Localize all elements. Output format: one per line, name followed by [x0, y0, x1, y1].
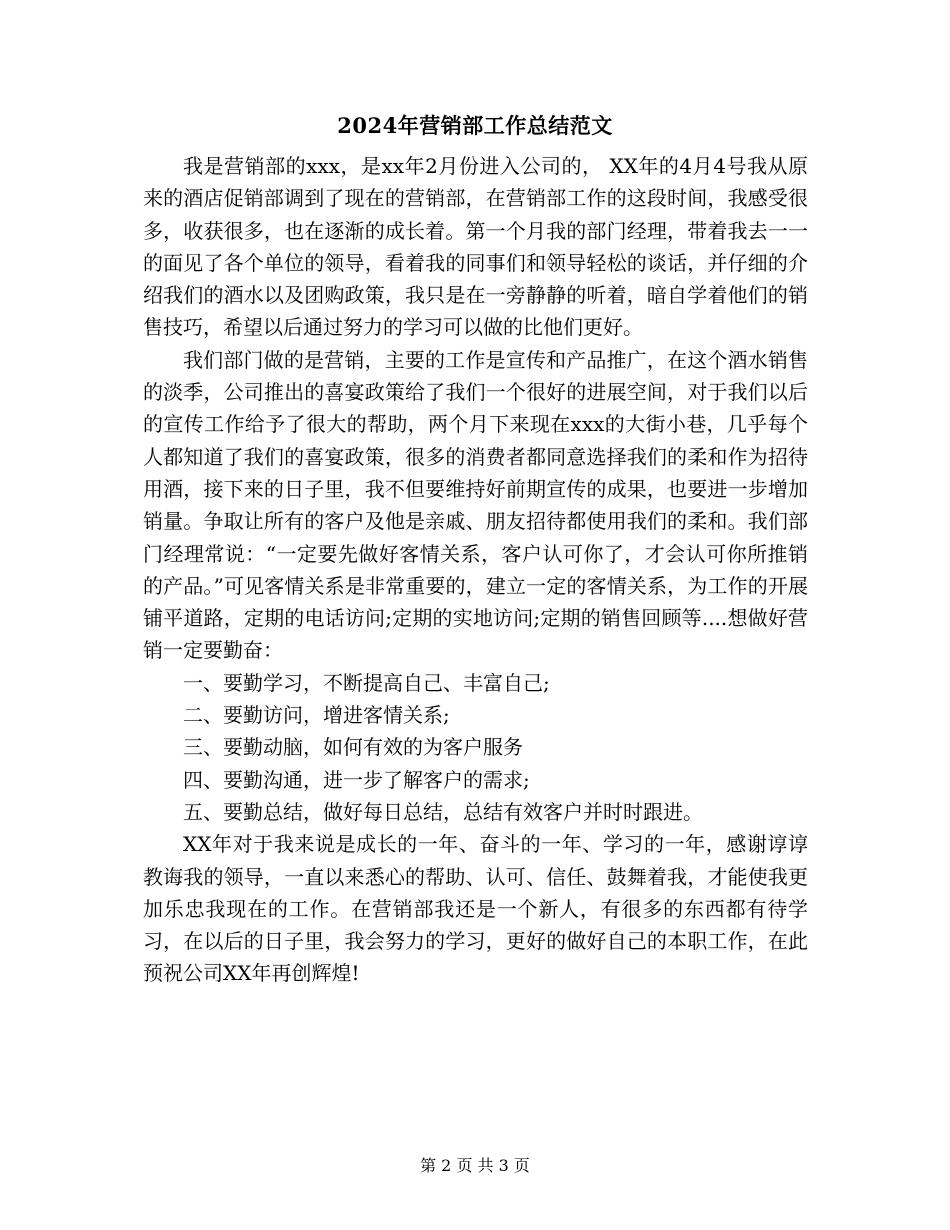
- list-item-visit: 二、要勤访问，增进客情关系;: [183, 703, 450, 728]
- document-title: 2024年营销部工作总结范文: [337, 113, 613, 138]
- paragraph-department-work: 我们部门做的是营销，主要的工作是宣传和产品推广，在这个酒水销售的淡季，公司推出的喜宴政策给了我们一个很好的进展空间，对于我们以后的宣传工作给予了很大的帮助，两个月下来现在xxx的大街小巷，几乎每个人都知道了我们的喜宴政策，很多的消费者都同意选择我们的柔和作为招待用酒，接下来的日子里，我不但要维持好前期宣传的成果，也要进一步增加销量。争取让所有的客户及他是亲戚、朋友招待都使用我们的柔和。我们部门经理常说：“一定要先做好客情关系，客户认可你了，才会认可你所推销的产品。”可见客情关系是非常重要的，建立一定的客情关系，为工作的开展铺平道路，定期的电话访问;定期的实地访问;定期的销售回顾等....想做好营销一定要勤奋：: [143, 347, 808, 663]
- list-item-study: 一、要勤学习，不断提高自己、丰富自己;: [183, 670, 550, 695]
- page-number-footer: 第 2 页 共 3 页: [420, 1156, 530, 1175]
- list-item-think: 三、要勤动脑，如何有效的为客户服务: [183, 735, 523, 760]
- paragraph-closing: XX年对于我来说是成长的一年、奋斗的一年、学习的一年，感谢谆谆教诲我的领导，一直以来悉心的帮助、认可、信任、鼓舞着我，才能使我更加乐忠我现在的工作。在营销部我还是一个新人，有很多的东西都有待学习，在以后的日子里，我会努力的学习，更好的做好自己的本职工作，在此预祝公司XX年再创辉煌!: [143, 832, 808, 986]
- document-body: [143, 150, 808, 990]
- list-item-summarize: 五、要勤总结，做好每日总结，总结有效客户并时时跟进。: [183, 799, 703, 824]
- paragraph-intro: 我是营销部的xxx，是xx年2月份进入公司的， XX年的4月4号我从原来的酒店促销部调到了现在的营销部，在营销部工作的这段时间，我感受很多，收获很多，也在逐渐的成长着。第一个月我的部门经理，带着我去一一的面见了各个单位的领导，看着我的同事们和领导轻松的谈话，并仔细的介绍我们的酒水以及团购政策，我只是在一旁静静的听着，暗自学着他们的销售技巧，希望以后通过努力的学习可以做的比他们更好。: [143, 154, 808, 340]
- list-item-communicate: 四、要勤沟通，进一步了解客户的需求;: [183, 767, 530, 792]
